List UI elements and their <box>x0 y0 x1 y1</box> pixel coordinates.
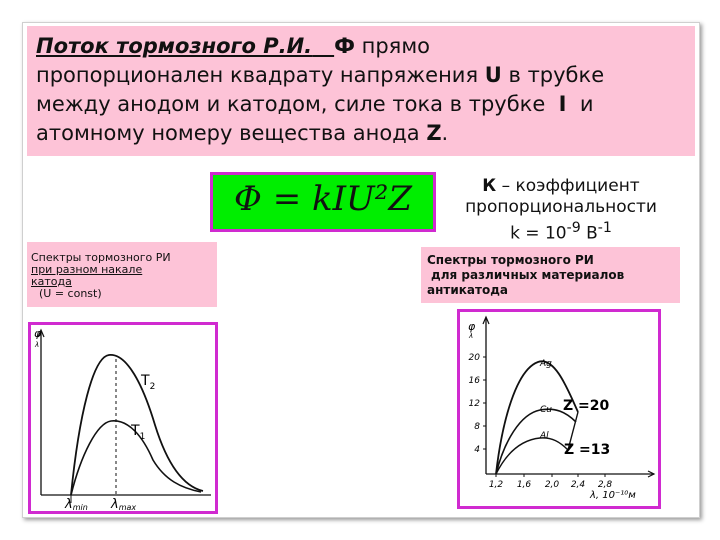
header-line1: прямо <box>361 34 431 58</box>
voltage-symbol: U <box>484 63 502 87</box>
x-tick-2-8: 2,8 <box>597 480 613 490</box>
right-x-label: λ, 10⁻¹⁰м <box>590 490 636 501</box>
label-ag: Ag <box>540 359 552 369</box>
atomic-number-symbol: Z <box>426 121 442 145</box>
coef-unit-exp: -1 <box>597 220 612 236</box>
y-tick-16: 16 <box>468 376 480 386</box>
right-graph-svg <box>460 312 658 506</box>
coefficient-note <box>446 176 676 245</box>
header-line3-end: и <box>579 92 594 116</box>
right-graph <box>457 309 661 509</box>
left-y-sub: λ <box>35 341 40 349</box>
coef-exp: -9 <box>566 220 581 236</box>
left-caption <box>27 242 217 307</box>
y-tick-8: 8 <box>474 422 480 432</box>
right-caption <box>421 247 680 303</box>
header-period: . <box>441 121 449 145</box>
left-caption-line4: (U = const) <box>39 287 102 300</box>
right-caption-line1: Спектры тормозного РИ <box>427 253 594 267</box>
left-caption-line2: при разном накале <box>31 263 143 276</box>
right-y-label: φ <box>468 320 476 333</box>
header-line2: пропорционален квадрату напряжения <box>36 63 479 87</box>
left-graph <box>28 322 218 514</box>
right-caption-line3: антикатода <box>427 283 508 297</box>
label-al: Al <box>540 431 549 441</box>
coef-label: – коэффициент <box>501 176 640 196</box>
curve-t2-label: $T_2$ <box>141 373 156 392</box>
header-line3: между анодом и катодом, силе тока в трубке <box>36 92 546 116</box>
x-tick-1-2: 1,2 <box>488 480 504 490</box>
formula-box <box>210 172 436 232</box>
right-y-ticks <box>469 353 486 455</box>
y-tick-4: 4 <box>474 445 480 455</box>
x-tick-2-0: 2,0 <box>544 480 560 490</box>
coef-k: К <box>482 176 497 196</box>
coef-unit: В <box>586 223 598 244</box>
header-text <box>36 32 691 148</box>
header-line4: атомному номеру вещества анода <box>36 121 420 145</box>
right-x-ticks <box>489 474 613 490</box>
y-tick-12: 12 <box>468 399 480 409</box>
y-tick-20: 20 <box>468 353 480 363</box>
x-tick-2-4: 2,4 <box>570 480 586 490</box>
header-line2-end: в трубке <box>508 63 605 87</box>
x-tick-1-6: 1,6 <box>516 480 532 490</box>
curve-t1-label: $T_1$ <box>131 423 146 442</box>
left-y-label: φ <box>34 327 42 340</box>
formula: Φ = kIU²Z <box>234 179 412 219</box>
right-y-sub: λ <box>469 332 474 340</box>
phi-symbol: Ф <box>334 34 355 58</box>
left-graph-svg <box>31 325 215 511</box>
lambda-max-label: λmax <box>111 497 137 511</box>
z-20-label: Z =20 <box>563 398 610 414</box>
current-symbol: I <box>558 92 567 116</box>
lambda-min-label: λmin <box>65 497 88 511</box>
header-highlight: Поток тормозного Р.И. <box>36 34 313 58</box>
left-caption-line3: катода <box>31 275 72 288</box>
z-13-label: Z =13 <box>564 442 611 458</box>
coef-value: k = 10 <box>510 223 567 244</box>
label-cu: Cu <box>540 405 552 415</box>
coef-line2: пропорциональности <box>465 197 657 217</box>
right-caption-line2: для различных материалов <box>431 268 625 282</box>
left-caption-line1: Спектры тормозного РИ <box>31 251 171 264</box>
